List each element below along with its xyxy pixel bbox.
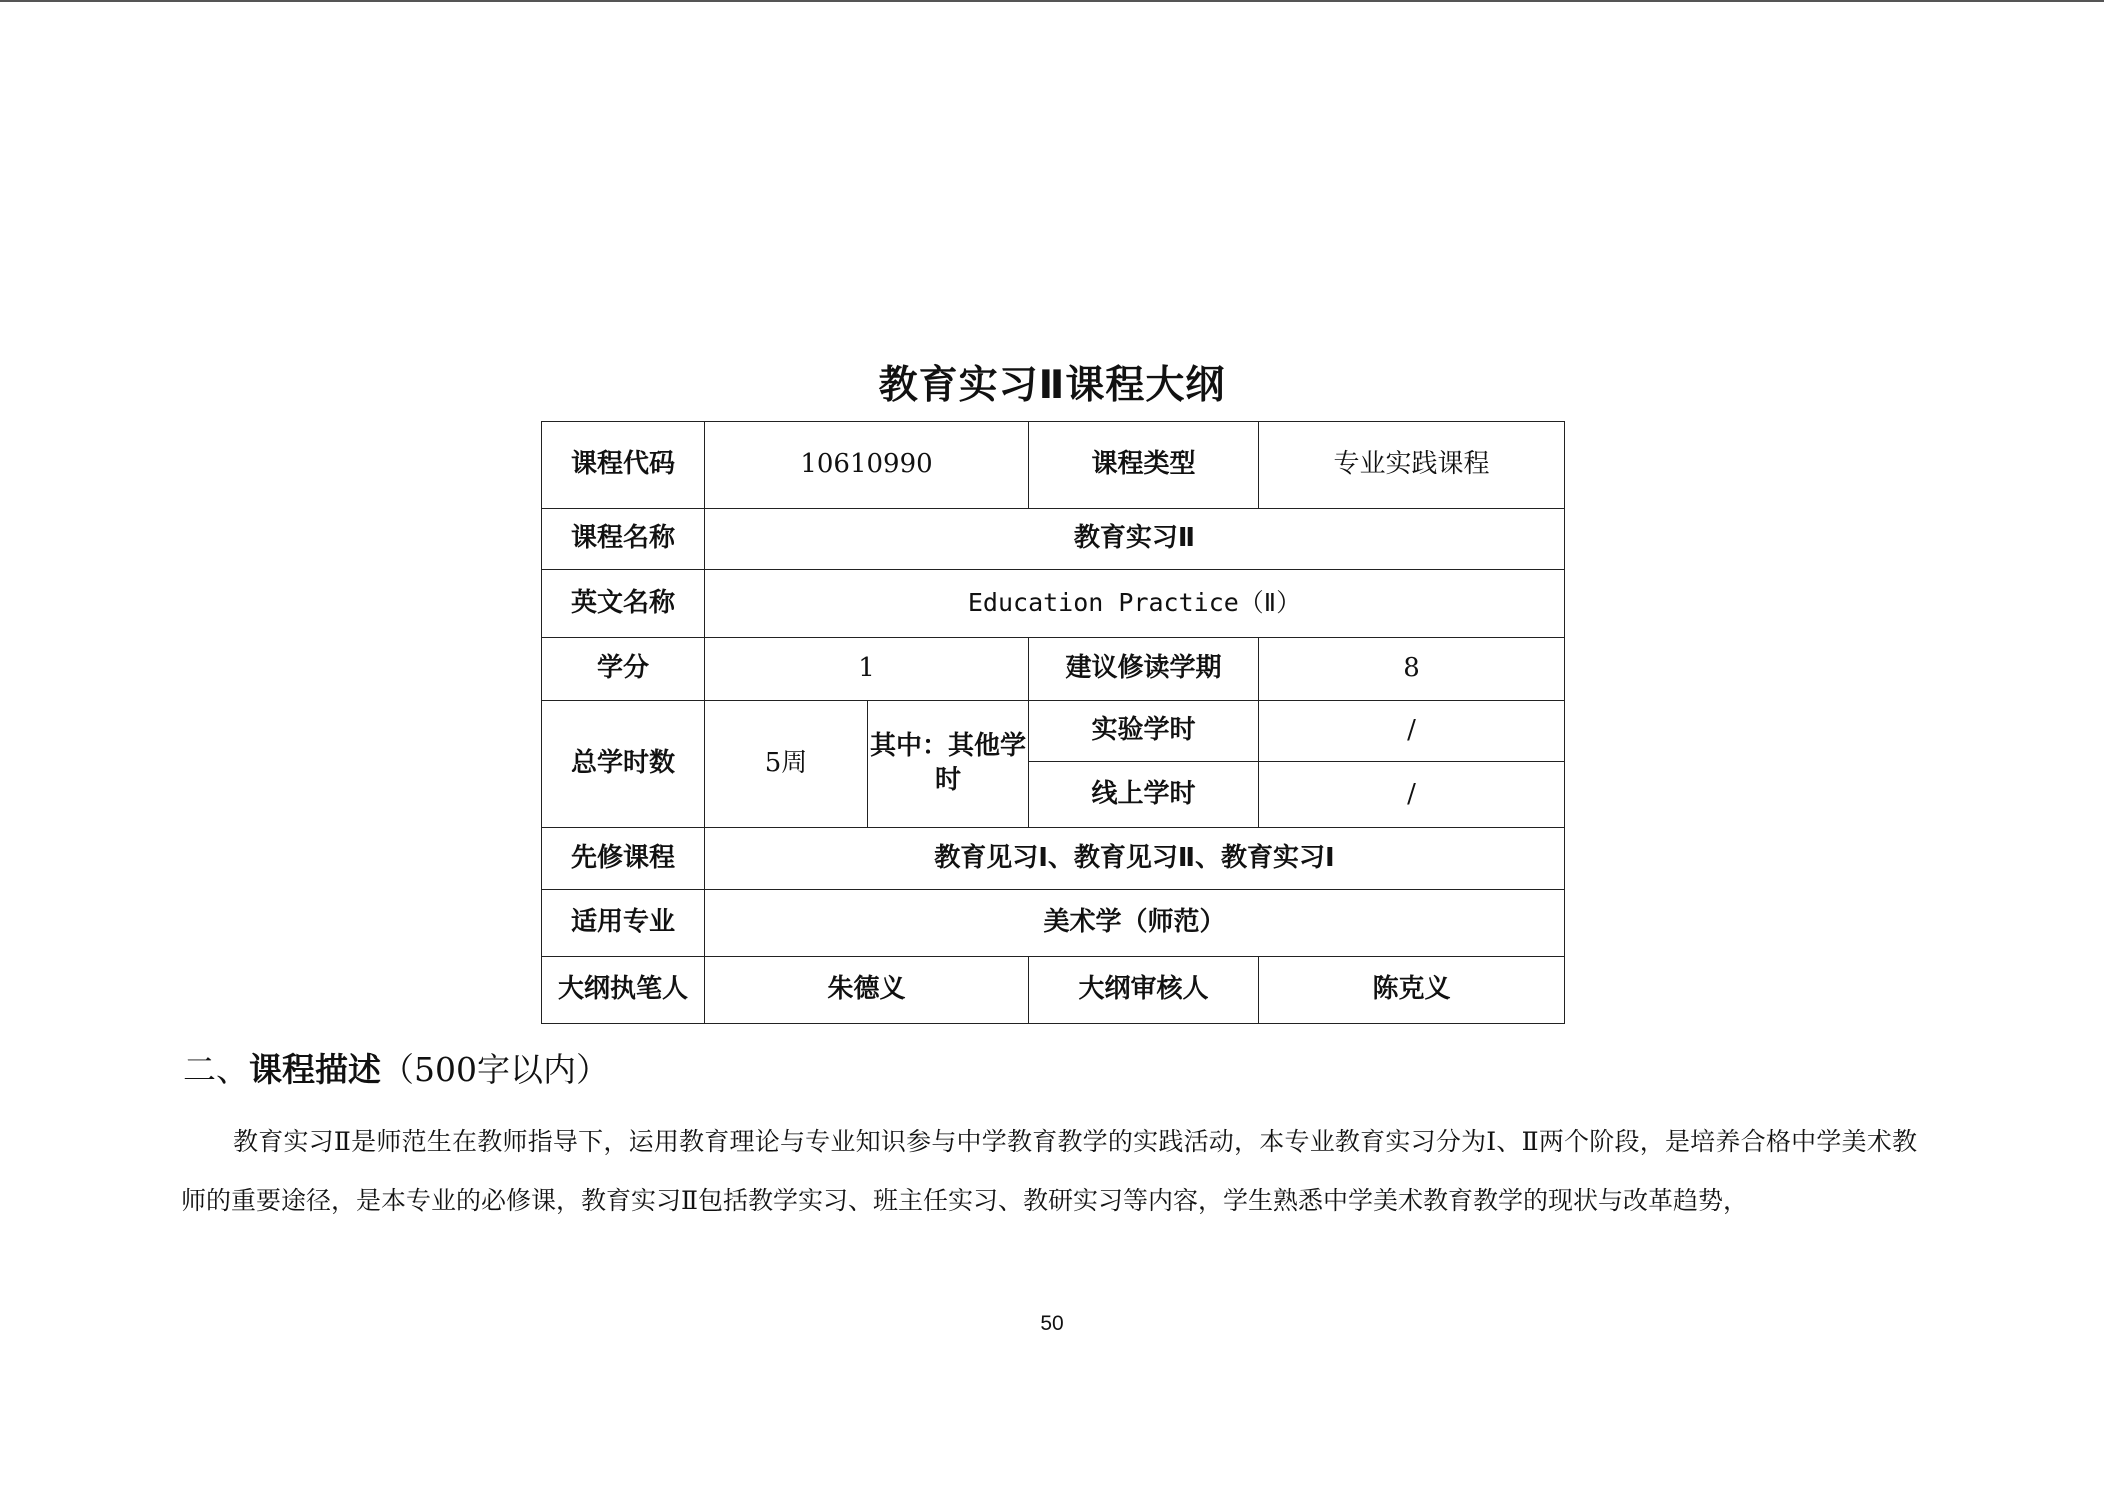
author-label: 大纲执笔人 bbox=[542, 957, 705, 1024]
prerequisites-value: 教育见习Ⅰ、教育见习Ⅱ、教育实习Ⅰ bbox=[705, 828, 1565, 890]
section-number: 二、 bbox=[183, 1050, 249, 1089]
table-row bbox=[542, 638, 1565, 701]
prerequisites-label: 先修课程 bbox=[542, 828, 705, 890]
table-row bbox=[542, 701, 1565, 762]
semester-label: 建议修读学期 bbox=[1029, 638, 1259, 701]
other-hours-label: 其中：其他学时 bbox=[868, 701, 1029, 828]
course-name-label: 课程名称 bbox=[542, 509, 705, 570]
course-description-paragraph: 教育实习Ⅱ是师范生在教师指导下，运用教育理论与专业知识参与中学教育教学的实践活动，本专业教育实习分为Ⅰ、Ⅱ两个阶段，是培养合格中学美术教师的重要途径，是本专业的必修课，教育实习Ⅱ包括教学实习、班主任实习、教研实习等内容，学生熟悉中学美术教育教学的现状与改革趋势， bbox=[181, 1127, 1917, 1215]
table-row bbox=[542, 957, 1565, 1024]
lab-hours-value: / bbox=[1259, 701, 1565, 762]
credits-value: 1 bbox=[705, 638, 1029, 701]
course-code-label: 课程代码 bbox=[542, 422, 705, 509]
online-hours-label: 线上学时 bbox=[1029, 762, 1259, 828]
major-label: 适用专业 bbox=[542, 890, 705, 957]
page-number: 50 bbox=[1040, 1312, 1064, 1335]
lab-hours-label: 实验学时 bbox=[1029, 701, 1259, 762]
total-hours-label: 总学时数 bbox=[542, 701, 705, 828]
online-hours-value: / bbox=[1259, 762, 1565, 828]
semester-value: 8 bbox=[1259, 638, 1565, 701]
section-heading bbox=[183, 1044, 609, 1091]
english-name-label: 英文名称 bbox=[542, 570, 705, 638]
course-type-value: 专业实践课程 bbox=[1259, 422, 1565, 509]
major-value: 美术学（师范） bbox=[705, 890, 1565, 957]
course-type-label: 课程类型 bbox=[1029, 422, 1259, 509]
document-title: 教育实习Ⅱ课程大纲 bbox=[878, 363, 1226, 408]
credits-label: 学分 bbox=[542, 638, 705, 701]
section-note: （500字以内） bbox=[381, 1050, 609, 1089]
english-name-value: Education Practice（Ⅱ） bbox=[705, 570, 1565, 638]
table-row bbox=[542, 890, 1565, 957]
table-row bbox=[542, 828, 1565, 890]
author-value: 朱德义 bbox=[705, 957, 1029, 1024]
course-code-value: 10610990 bbox=[705, 422, 1029, 509]
reviewer-value: 陈克义 bbox=[1259, 957, 1565, 1024]
reviewer-label: 大纲审核人 bbox=[1029, 957, 1259, 1024]
section-title: 课程描述 bbox=[249, 1050, 381, 1089]
table-row bbox=[542, 422, 1565, 509]
table-row bbox=[542, 570, 1565, 638]
course-name-value: 教育实习Ⅱ bbox=[705, 509, 1565, 570]
table-row bbox=[542, 509, 1565, 570]
total-hours-value: 5周 bbox=[705, 701, 868, 828]
course-info-table bbox=[541, 421, 1565, 1024]
